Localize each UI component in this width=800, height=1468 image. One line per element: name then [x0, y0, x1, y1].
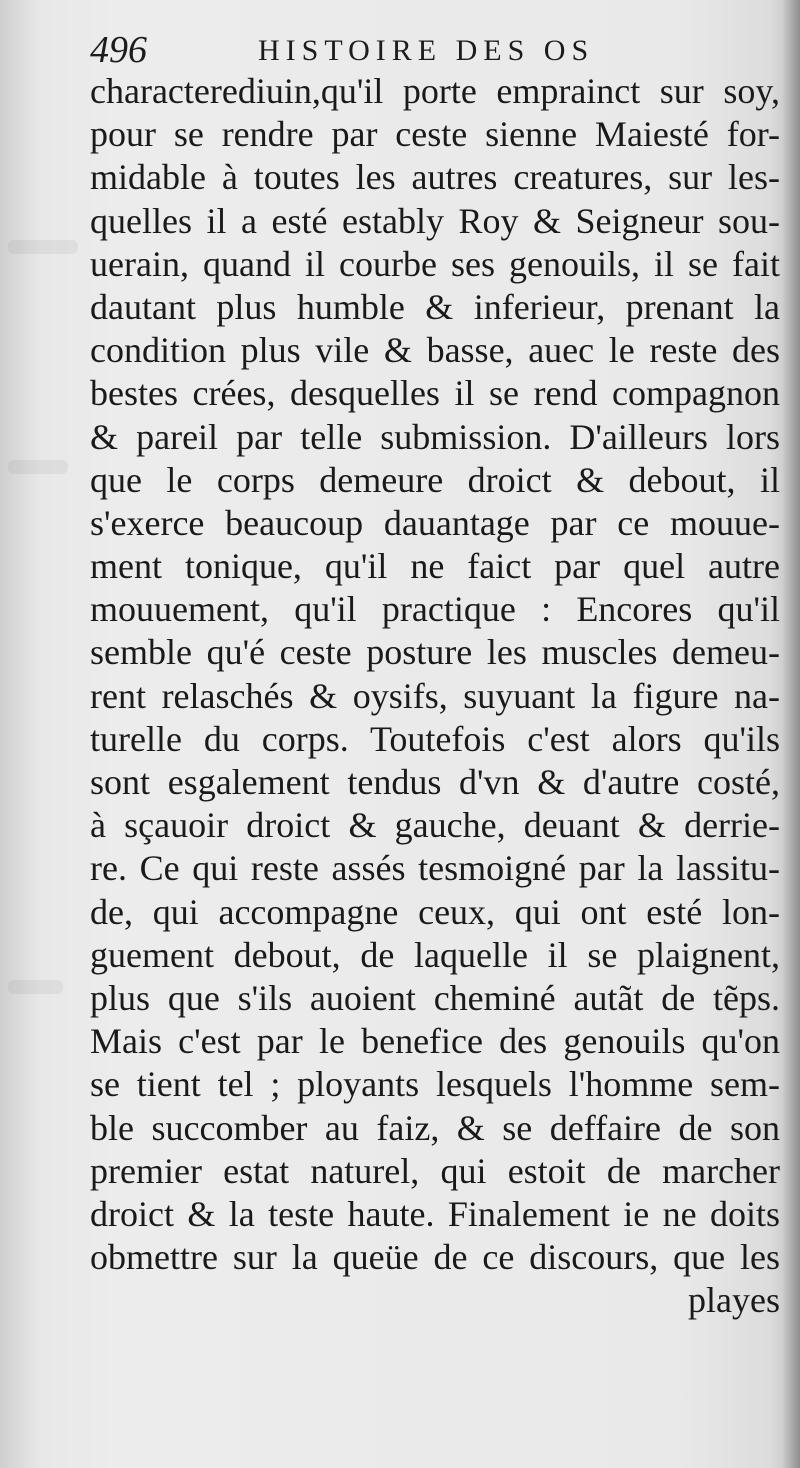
text-line: se tient tel ; ployants lesquels l'homme sem-	[90, 1064, 780, 1105]
text-line: bestes crées, desquelles il se rend compagnon	[90, 373, 780, 414]
text-line: Mais c'est par le benefice des genouils qu'on	[90, 1021, 780, 1062]
text-line: turelle du corps. Toutefois c'est alors qu'ils	[90, 718, 780, 759]
text-line: rent relaschés & oysifs, suyuant la figure na-	[90, 675, 780, 716]
catchword: playes	[688, 1280, 780, 1321]
text-line: guement debout, de laquelle il se plaignent,	[90, 934, 780, 975]
text-line: obmettre sur la queüe de ce discours, que les	[90, 1237, 780, 1278]
body-text	[90, 70, 780, 1322]
page-number: 496	[90, 29, 147, 71]
text-line: condition plus vile & basse, auec le reste des	[90, 330, 780, 371]
bleed-through-mark	[8, 980, 63, 994]
text-line: quelles il a esté estably Roy & Seigneur sou-	[90, 200, 780, 241]
text-line: de, qui accompagne ceux, qui ont esté lon-	[90, 891, 780, 932]
text-line: & pareil par telle submission. D'ailleurs lors	[90, 416, 780, 457]
text-line: re. Ce qui reste assés tesmoigné par la lassitu-	[90, 848, 780, 889]
text-line: mouuement, qu'il practique : Encores qu'il	[90, 589, 780, 630]
text-line: droict & la teste haute. Finalement ie ne doits	[90, 1193, 780, 1234]
page-gutter-shadow	[782, 0, 800, 1468]
bleed-through-mark	[8, 460, 68, 474]
text-line: midable à toutes les autres creatures, sur les-	[90, 157, 780, 198]
bleed-through-mark	[8, 240, 78, 254]
page-header	[90, 22, 770, 70]
text-line: sont esgalement tendus d'vn & d'autre costé,	[90, 762, 780, 802]
text-line: que le corps demeure droict & debout, il	[90, 459, 780, 500]
text-line: premier estat naturel, qui estoit de marcher	[90, 1150, 780, 1191]
text-line: plus que s'ils auoient cheminé autãt de tẽps.	[90, 977, 780, 1018]
text-line: ment tonique, qu'il ne faict par quel autre	[90, 546, 780, 587]
text-line: ble succomber au faiz, & se deffaire de son	[90, 1107, 780, 1148]
running-head: HISTOIRE DES OS	[258, 34, 595, 67]
text-line: characterediuin,qu'il porte emprainct sur soy,	[90, 71, 780, 111]
text-line: semble qu'é ceste posture les muscles demeu-	[90, 632, 780, 673]
text-line: uerain, quand il courbe ses genouils, il se fait	[90, 243, 780, 284]
text-line: dautant plus humble & inferieur, prenant la	[90, 286, 780, 327]
text-line: à sçauoir droict & gauche, deuant & derrie-	[90, 805, 780, 846]
text-line: s'exerce beaucoup dauantage par ce mouue-	[90, 502, 780, 543]
text-line: pour se rendre par ceste sienne Maiesté for-	[90, 114, 780, 155]
